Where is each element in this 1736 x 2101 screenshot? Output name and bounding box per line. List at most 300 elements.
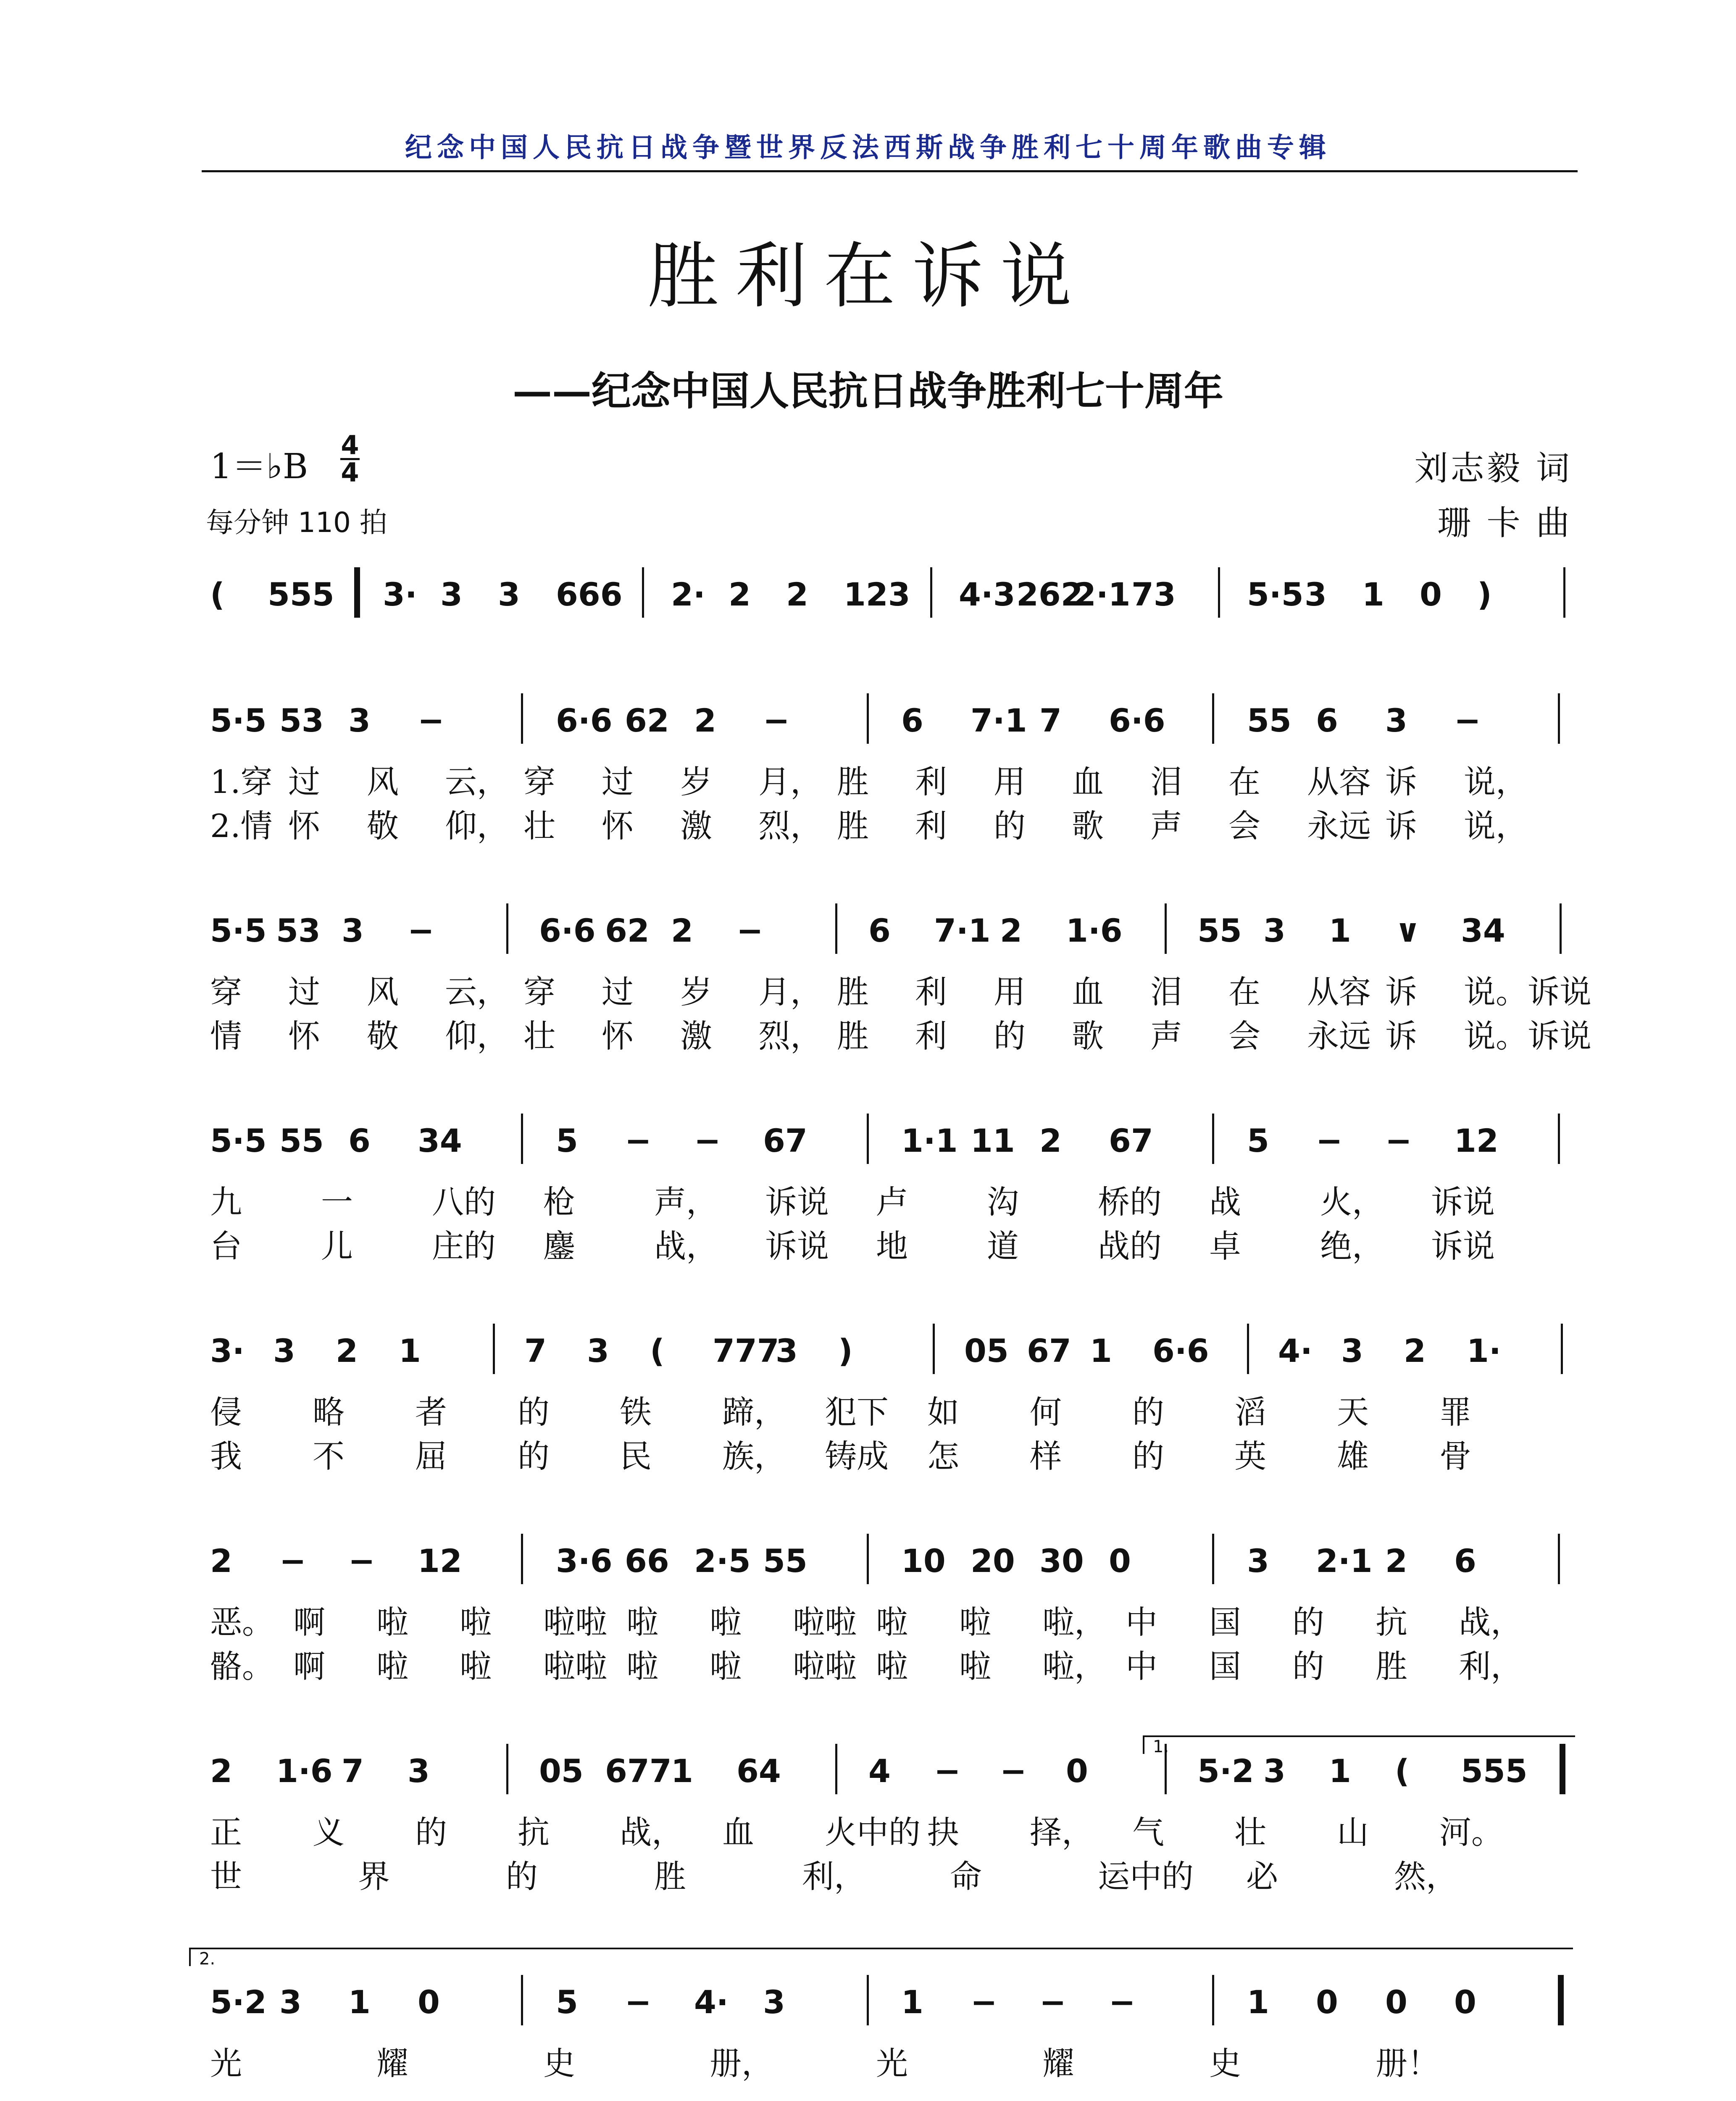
- note: −: [1454, 702, 1481, 739]
- note: 55: [1247, 702, 1291, 739]
- note: 12: [1454, 1122, 1499, 1159]
- lyricist-credit: 刘志毅 词: [1414, 449, 1572, 488]
- lyric-syllable: 啦: [959, 1603, 991, 1641]
- lyrics-verse-1: [202, 1387, 1584, 1429]
- lyric-syllable: 我: [210, 1438, 242, 1475]
- note: 5·2: [1197, 1752, 1254, 1790]
- lyrics-verse-1: [202, 2038, 1584, 2080]
- note: 3: [1263, 912, 1286, 949]
- lyric-syllable: 用: [994, 973, 1026, 1011]
- lyric-syllable: 啦啦: [793, 1648, 857, 1685]
- notes-row: [202, 693, 1584, 748]
- lyric-syllable: 的: [1292, 1648, 1324, 1685]
- lyric-syllable: 壮: [523, 807, 555, 845]
- lyric-syllable: 风: [367, 763, 399, 800]
- lyric-syllable: 怎: [927, 1438, 959, 1475]
- lyric-syllable: 2.情: [210, 807, 273, 845]
- note: 11: [971, 1122, 1015, 1159]
- note: 2: [1039, 1122, 1062, 1159]
- lyric-syllable: 血: [1072, 973, 1104, 1011]
- note: 666: [556, 576, 623, 613]
- note: 55: [1197, 912, 1242, 949]
- note: −: [625, 1122, 652, 1159]
- note: 1: [1247, 1983, 1269, 2021]
- note: 555: [268, 576, 334, 613]
- lyric-syllable: 屈: [415, 1438, 447, 1475]
- lyric-syllable: 火，: [1320, 1183, 1384, 1221]
- lyric-syllable: 胜: [837, 763, 869, 800]
- note: 3: [587, 1332, 609, 1369]
- lyric-syllable: 啦啦: [543, 1648, 607, 1685]
- lyric-syllable: 怀: [602, 807, 634, 845]
- lyric-syllable: 永远: [1307, 807, 1371, 845]
- score-line-3: [202, 903, 1591, 1080]
- lyric-syllable: 壮: [1234, 1814, 1266, 1851]
- note: 64: [736, 1752, 781, 1790]
- lyric-syllable: 铁: [620, 1393, 652, 1431]
- lyric-syllable: 八的: [432, 1183, 496, 1221]
- lyric-syllable: 诉: [1385, 763, 1417, 800]
- lyric-syllable: 激: [680, 807, 712, 845]
- lyric-syllable: 穿: [523, 973, 555, 1011]
- note: 55: [763, 1542, 808, 1580]
- note: 2: [210, 1542, 232, 1580]
- notes-row: [202, 1975, 1584, 2030]
- note: 1·: [1467, 1332, 1501, 1369]
- lyric-syllable: 册，: [710, 2045, 773, 2082]
- note: −: [348, 1542, 375, 1580]
- lyric-syllable: 岁: [680, 763, 712, 800]
- lyric-syllable: 耀: [1042, 2045, 1074, 2082]
- lyric-syllable: 啦: [626, 1603, 658, 1641]
- lyric-syllable: 诉说: [1431, 1183, 1495, 1221]
- lyric-syllable: 烈，: [758, 1017, 822, 1055]
- note: 53: [276, 912, 321, 949]
- note: 0: [418, 1983, 440, 2021]
- note: 2·5: [694, 1542, 751, 1580]
- lyric-syllable: 罪: [1439, 1393, 1471, 1431]
- lyrics-verse-1: [202, 1177, 1584, 1219]
- lyric-syllable: 光: [210, 2045, 242, 2082]
- lyric-syllable: 山: [1337, 1814, 1369, 1851]
- lyric-syllable: 抗: [518, 1814, 550, 1851]
- barline: [521, 1114, 523, 1164]
- volta-second-label: 2.: [199, 1949, 216, 1969]
- lyric-syllable: 地: [876, 1227, 908, 1265]
- note: 53: [279, 702, 324, 739]
- note: (: [1395, 1752, 1410, 1790]
- lyric-syllable: 铸成: [825, 1438, 889, 1475]
- lyric-syllable: 情: [210, 1017, 242, 1055]
- note: 3: [273, 1332, 295, 1369]
- lyrics-verse-1: [202, 966, 1591, 1011]
- note: 1: [1090, 1332, 1112, 1369]
- lyric-syllable: 啦: [876, 1603, 908, 1641]
- note: 0: [1066, 1752, 1088, 1790]
- lyric-syllable: 骨: [1439, 1438, 1471, 1475]
- lyric-syllable: 诉说: [1431, 1227, 1495, 1265]
- note: 62: [625, 702, 669, 739]
- time-signature-top: 4: [341, 430, 359, 461]
- note: −: [736, 912, 763, 949]
- note: −: [763, 702, 790, 739]
- note: 0: [1454, 1983, 1476, 2021]
- lyric-syllable: 诉: [1385, 973, 1417, 1011]
- lyric-syllable: 抉: [927, 1814, 959, 1851]
- note: −: [1316, 1122, 1343, 1159]
- barline: [506, 903, 508, 954]
- note: 3: [408, 1752, 430, 1790]
- lyric-syllable: 火中的: [825, 1814, 921, 1851]
- note: −: [694, 1122, 721, 1159]
- lyric-syllable: 在: [1228, 973, 1260, 1011]
- tempo-marking: 每分钟 110 拍: [206, 506, 387, 539]
- note: 73: [1131, 576, 1176, 613]
- barline: [1558, 1114, 1560, 1164]
- barline: [521, 693, 523, 744]
- header-rule: [202, 170, 1578, 172]
- lyric-syllable: 啦: [460, 1648, 492, 1685]
- lyric-syllable: 声: [1150, 807, 1182, 845]
- final-bar: [1558, 1975, 1564, 2025]
- lyric-syllable: 说。诉说: [1464, 1017, 1591, 1055]
- note: −: [279, 1542, 306, 1580]
- note: 3: [776, 1332, 798, 1369]
- lyric-syllable: 战的: [1098, 1227, 1162, 1265]
- lyric-syllable: 泪: [1150, 763, 1182, 800]
- note: 5: [1247, 1122, 1269, 1159]
- lyric-syllable: 月，: [758, 763, 822, 800]
- note: 1: [1329, 1752, 1351, 1790]
- barline: [1558, 693, 1560, 744]
- lyric-syllable: 穿: [523, 763, 555, 800]
- lyric-syllable: 滔: [1234, 1393, 1266, 1431]
- note: 3·: [210, 1332, 245, 1369]
- lyric-syllable: 啦: [460, 1603, 492, 1641]
- lyrics-verse-2: [202, 800, 1584, 843]
- note: ): [838, 1332, 853, 1369]
- note: 34: [418, 1122, 462, 1159]
- lyric-syllable: 风: [367, 973, 399, 1011]
- lyric-syllable: 从容: [1307, 763, 1371, 800]
- lyric-syllable: 啦: [710, 1648, 742, 1685]
- lyric-syllable: 一: [321, 1183, 353, 1221]
- lyric-syllable: 略: [313, 1393, 345, 1431]
- note: 0: [1316, 1983, 1338, 2021]
- note: 2: [1000, 912, 1022, 949]
- note: 1·6: [276, 1752, 333, 1790]
- note: 7·1: [971, 702, 1027, 739]
- lyrics-verse-1: [202, 756, 1584, 798]
- lyric-syllable: 声，: [654, 1183, 718, 1221]
- note: 2: [786, 576, 808, 613]
- score-line-5: [202, 1324, 1584, 1500]
- lyric-syllable: 气: [1132, 1814, 1164, 1851]
- note: 3: [1341, 1332, 1363, 1369]
- barline: [867, 1975, 869, 2025]
- note: 3: [440, 576, 463, 613]
- lyrics-verse-2: [202, 1221, 1584, 1263]
- lyric-syllable: 利，: [1459, 1648, 1523, 1685]
- lyric-syllable: 云，: [445, 763, 509, 800]
- note: 3·: [383, 576, 417, 613]
- note: 7: [342, 1752, 364, 1790]
- lyric-syllable: 界: [358, 1858, 390, 1895]
- lyric-syllable: 天: [1337, 1393, 1369, 1431]
- lyric-syllable: 正: [210, 1814, 242, 1851]
- repeat-start-bar: [354, 567, 360, 618]
- note: −: [408, 912, 434, 949]
- lyric-syllable: 犯下: [825, 1393, 889, 1431]
- lyric-syllable: 国: [1209, 1603, 1241, 1641]
- note: 6·6: [1109, 702, 1165, 739]
- lyric-syllable: 啦啦: [793, 1603, 857, 1641]
- score-line-8: [202, 1975, 1584, 2101]
- lyric-syllable: 雄: [1337, 1438, 1369, 1475]
- lyric-syllable: 枪: [543, 1183, 575, 1221]
- barline: [1563, 567, 1565, 618]
- note: 5·5: [210, 702, 267, 739]
- lyric-syllable: 的: [518, 1393, 550, 1431]
- note: 1: [1329, 912, 1351, 949]
- lyrics-verse-2: [202, 1011, 1591, 1055]
- lyric-syllable: 会: [1228, 807, 1260, 845]
- lyric-syllable: 英: [1234, 1438, 1266, 1475]
- lyric-syllable: 说，: [1464, 807, 1528, 845]
- lyric-syllable: 九: [210, 1183, 242, 1221]
- note: −: [934, 1752, 961, 1790]
- lyric-syllable: 怀: [288, 807, 320, 845]
- note: 5·2: [210, 1983, 267, 2021]
- note: 2: [729, 576, 751, 613]
- note: 6: [348, 1122, 371, 1159]
- lyrics-verse-2: [202, 1851, 1584, 1893]
- barline: [1165, 903, 1167, 954]
- note: 123: [844, 576, 910, 613]
- lyric-syllable: 在: [1228, 763, 1260, 800]
- lyric-syllable: 庄的: [432, 1227, 496, 1265]
- lyrics-verse-1: [202, 1597, 1584, 1639]
- lyric-syllable: 说。诉说: [1464, 973, 1591, 1011]
- lyric-syllable: 歌: [1072, 807, 1104, 845]
- note: 5·5: [210, 1122, 267, 1159]
- barline: [1212, 1114, 1214, 1164]
- lyric-syllable: 诉: [1385, 807, 1417, 845]
- note: 3·6: [556, 1542, 613, 1580]
- lyric-syllable: 利: [915, 1017, 947, 1055]
- lyric-syllable: 怀: [288, 1017, 320, 1055]
- notes-row: [202, 567, 1584, 622]
- lyric-syllable: 桥的: [1098, 1183, 1162, 1221]
- lyric-syllable: 过: [602, 973, 634, 1011]
- note: 34: [1461, 912, 1505, 949]
- note: 55: [279, 1122, 324, 1159]
- volta-second: [189, 1948, 1573, 1969]
- lyric-syllable: 的: [1292, 1603, 1324, 1641]
- lyric-syllable: 从容: [1307, 973, 1371, 1011]
- lyric-syllable: 如: [927, 1393, 959, 1431]
- lyric-syllable: 战，: [1459, 1603, 1523, 1641]
- lyric-syllable: 民: [620, 1438, 652, 1475]
- notes-row: [202, 1114, 1584, 1168]
- lyric-syllable: 沟: [987, 1183, 1019, 1221]
- lyric-syllable: 世: [210, 1858, 242, 1895]
- note: 2: [1385, 1542, 1407, 1580]
- note: 2: [1404, 1332, 1426, 1369]
- barline: [867, 1114, 869, 1164]
- note: 05: [539, 1752, 584, 1790]
- lyric-syllable: 血: [722, 1814, 754, 1851]
- score-line-4: [202, 1114, 1584, 1290]
- lyric-syllable: 绝，: [1320, 1227, 1384, 1265]
- note: 0: [1420, 576, 1442, 613]
- note: ): [1477, 576, 1492, 613]
- note: 3: [1263, 1752, 1286, 1790]
- note: 0: [1385, 1983, 1407, 2021]
- note: 6·6: [1152, 1332, 1209, 1369]
- notes-row: [202, 1534, 1584, 1588]
- lyric-syllable: 仰，: [445, 1017, 509, 1055]
- note: 3: [1385, 702, 1407, 739]
- notes-row: [202, 1324, 1584, 1378]
- note: 30: [1039, 1542, 1084, 1580]
- lyric-syllable: 义: [313, 1814, 345, 1851]
- lyric-syllable: 史: [543, 2045, 575, 2082]
- lyric-syllable: 中: [1126, 1648, 1157, 1685]
- lyric-syllable: 蹄，: [722, 1393, 786, 1431]
- lyric-syllable: 壮: [523, 1017, 555, 1055]
- note: 67: [1027, 1332, 1071, 1369]
- lyric-syllable: 河。: [1439, 1814, 1503, 1851]
- lyric-syllable: 啊: [293, 1648, 325, 1685]
- note: 3: [763, 1983, 785, 2021]
- note: −: [625, 1983, 652, 2021]
- note: 62: [605, 912, 650, 949]
- note: 3: [1305, 576, 1327, 613]
- note: 3: [1247, 1542, 1269, 1580]
- barline: [835, 903, 837, 954]
- lyric-syllable: 族，: [722, 1438, 786, 1475]
- note: (: [210, 576, 225, 613]
- score-line-2: [202, 693, 1584, 870]
- note: 7: [524, 1332, 547, 1369]
- lyric-syllable: 运中的: [1098, 1858, 1194, 1895]
- lyric-syllable: 啦，: [1042, 1648, 1106, 1685]
- lyric-syllable: 岁: [680, 973, 712, 1011]
- lyric-syllable: 命: [950, 1858, 982, 1895]
- barline: [1218, 567, 1220, 618]
- lyric-syllable: 战，: [654, 1227, 718, 1265]
- note: 67: [763, 1122, 808, 1159]
- note: −: [1039, 1983, 1066, 2021]
- lyric-syllable: 侵: [210, 1393, 242, 1431]
- key-signature: 1＝♭B: [210, 447, 308, 487]
- note: 1·1: [901, 1122, 958, 1159]
- lyric-syllable: 中: [1126, 1603, 1157, 1641]
- barline: [933, 1324, 935, 1374]
- barline: [930, 567, 932, 618]
- note: −: [418, 702, 445, 739]
- lyric-syllable: 册！: [1376, 2045, 1439, 2082]
- lyric-syllable: 道: [987, 1227, 1019, 1265]
- lyric-syllable: 国: [1209, 1648, 1241, 1685]
- note: 4·3: [959, 576, 1015, 613]
- notes-row: [202, 903, 1584, 958]
- note: 3: [498, 576, 520, 613]
- barline: [1558, 1534, 1560, 1584]
- lyric-syllable: 样: [1030, 1438, 1062, 1475]
- note: 777: [713, 1332, 779, 1369]
- barline: [1212, 693, 1214, 744]
- lyrics-verse-2: [202, 1641, 1584, 1683]
- note: 0: [1109, 1542, 1131, 1580]
- note: 05: [964, 1332, 1009, 1369]
- lyric-syllable: 敬: [367, 807, 399, 845]
- note: 6: [901, 702, 923, 739]
- volta-first: [1143, 1735, 1575, 1754]
- lyric-syllable: 云，: [445, 973, 509, 1011]
- lyric-syllable: 诉: [1385, 1017, 1417, 1055]
- barline: [867, 1534, 869, 1584]
- lyric-syllable: 然，: [1394, 1858, 1458, 1895]
- lyric-syllable: 战: [1209, 1183, 1241, 1221]
- album-header: 纪念中国人民抗日战争暨世界反法西斯战争胜利七十周年歌曲专辑: [405, 132, 1331, 163]
- note: 3: [279, 1983, 302, 2021]
- volta-first-label: 1.: [1153, 1737, 1169, 1756]
- lyric-syllable: 利: [915, 973, 947, 1011]
- lyric-syllable: 的: [1132, 1393, 1164, 1431]
- lyric-syllable: 敬: [367, 1017, 399, 1055]
- lyric-syllable: 的: [518, 1438, 550, 1475]
- lyric-syllable: 诉说: [765, 1183, 829, 1221]
- note: 4·: [694, 1983, 729, 2021]
- lyric-syllable: 歌: [1072, 1017, 1104, 1055]
- lyric-syllable: 啦: [710, 1603, 742, 1641]
- barline: [493, 1324, 495, 1374]
- note: 2: [336, 1332, 358, 1369]
- note: 6: [868, 912, 891, 949]
- lyric-syllable: 永远: [1307, 1017, 1371, 1055]
- lyric-syllable: 光: [876, 2045, 908, 2082]
- note: 555: [1461, 1752, 1528, 1790]
- lyric-syllable: 啦: [376, 1603, 408, 1641]
- barline: [1212, 1534, 1214, 1584]
- lyric-syllable: 者: [415, 1393, 447, 1431]
- note: 2: [671, 912, 693, 949]
- barline: [1247, 1324, 1249, 1374]
- note: −: [971, 1983, 997, 2021]
- note: 5·5: [1247, 576, 1304, 613]
- lyric-syllable: 过: [288, 973, 320, 1011]
- score-line-7: [202, 1744, 1584, 1920]
- note: 1: [399, 1332, 421, 1369]
- lyric-syllable: 仰，: [445, 807, 509, 845]
- lyric-syllable: 啦，: [1042, 1603, 1106, 1641]
- note: 1: [1362, 576, 1384, 613]
- lyrics-verse-2: [202, 1431, 1584, 1473]
- lyric-syllable: 战，: [620, 1814, 684, 1851]
- note: 2·1: [1074, 576, 1131, 613]
- lyric-syllable: 儿: [321, 1227, 353, 1265]
- lyric-syllable: 啦: [626, 1648, 658, 1685]
- lyric-syllable: 鏖: [543, 1227, 575, 1265]
- barline: [835, 1744, 837, 1794]
- note: 3: [342, 912, 364, 949]
- barline: [867, 693, 869, 744]
- lyric-syllable: 啦啦: [543, 1603, 607, 1641]
- barline: [521, 1534, 523, 1584]
- score-line-6: [202, 1534, 1584, 1710]
